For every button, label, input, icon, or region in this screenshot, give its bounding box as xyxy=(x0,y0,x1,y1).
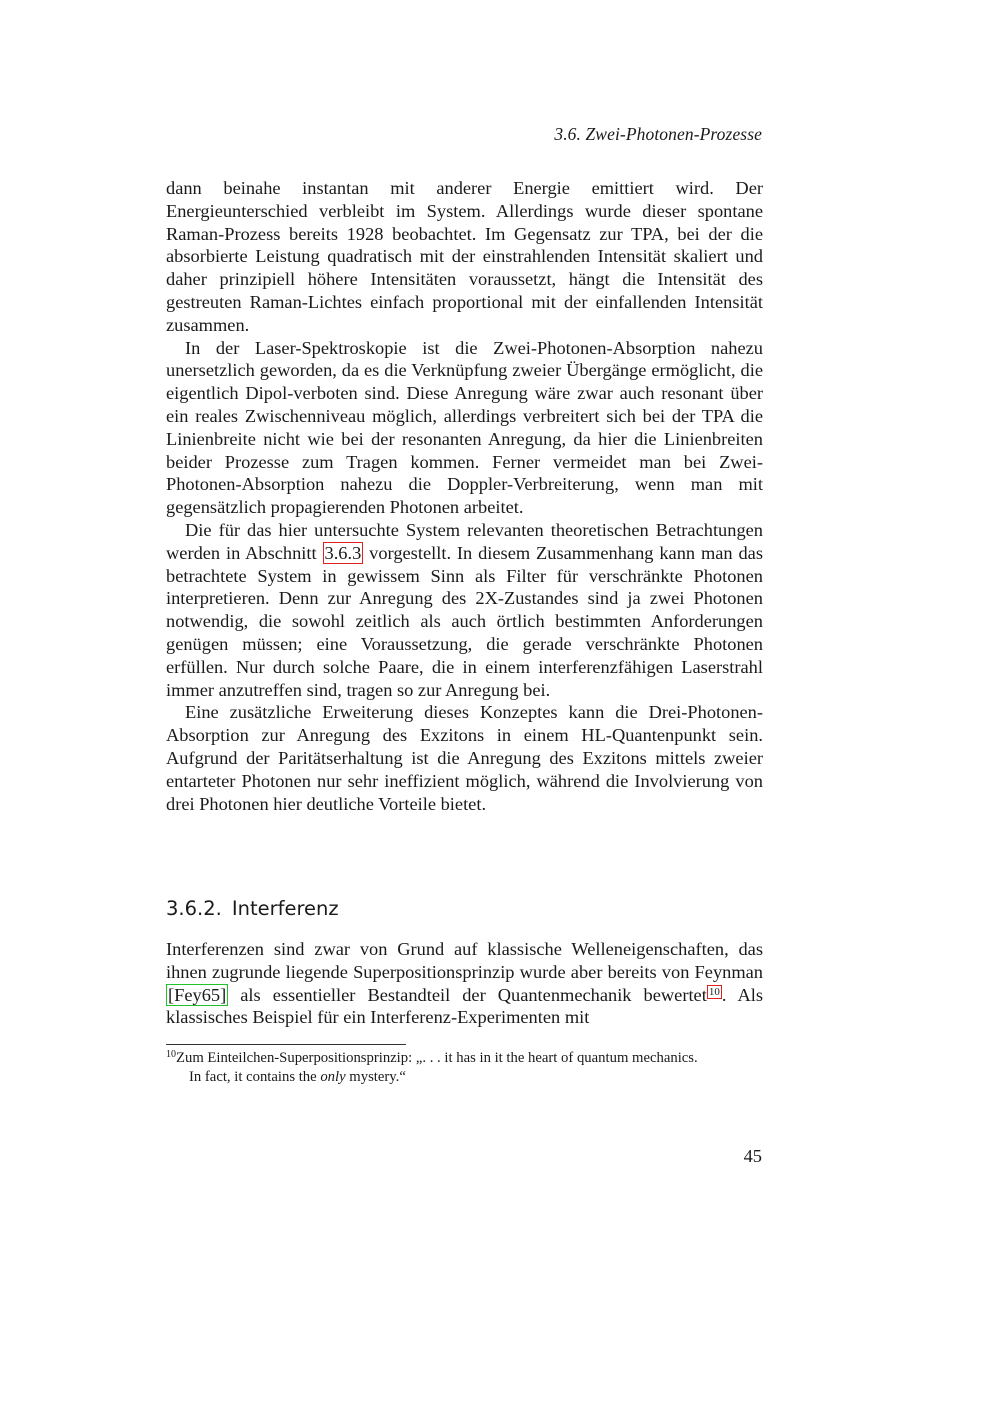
section-paragraph-text-before: Interferenzen sind zwar von Grund auf klassische Welleneigenschaften, das ihnen zugrunde liegende Superpositionsprinzip wurde aber bereits von Feynman xyxy=(166,939,763,982)
footnote-line-2-before: In fact, it contains the xyxy=(189,1069,317,1085)
section-ref-link[interactable]: 3.6.3 xyxy=(324,542,362,563)
section-number: 3.6.2. xyxy=(166,897,222,920)
section-paragraph-text-after: . Als klassisches Beispiel für ein Interferenz-Experimenten mit xyxy=(166,984,763,1028)
section-paragraph xyxy=(166,938,763,1029)
footnote-line-2 xyxy=(166,1068,766,1087)
running-head: 3.6. Zwei-Photonen-Prozesse xyxy=(554,124,762,144)
paragraph-2: In der Laser-Spektroskopie ist die Zwei-Photonen-Absorption nahezu unersetzlich geworden, da es die Verknüpfung zweier Übergänge ermöglicht, die eigentlich Dipol-verboten sind. Diese Anregung wäre zwar auch resonant über ein reales Zwischenniveau möglich, allerdings verbreitert sich bei der TPA die Linienbreite nicht wie bei der resonanten Anregung, da hier die Linienbreiten beider Prozesse zum Tragen kommen. Ferner vermeidet man bei Zwei-Photonen-Absorption nahezu die Doppler-Verbreiterung, wenn man mit gegensätzlich propagierenden Photonen arbeitet. xyxy=(166,337,763,518)
paragraph-4: Eine zusätzliche Erweiterung dieses Konzeptes kann die Drei-Photonen-Absorption zur Anregung des Exzitons in einem HL-Quantenpunkt sein. Aufgrund der Paritätserhaltung ist die Anregung des Exzitons mittels zweier entarteter Photonen nur sehr ineffizient möglich, während die Involvierung von drei Photonen hier deutliche Vorteile bietet. xyxy=(166,702,763,814)
citation-link[interactable]: [Fey65] xyxy=(168,984,227,1005)
paragraph-3-text-before: Die für das hier untersuchte System relevanten theoretischen Betrachtungen werden in Abschnitt xyxy=(166,519,763,563)
footnote xyxy=(166,1049,766,1087)
body-text xyxy=(166,177,763,815)
footnote-line-1: Zum Einteilchen-Superpositionsprinzip: „. . . it has in it the heart of quantum mechanics. xyxy=(176,1050,698,1066)
paragraph-1: dann beinahe instantan mit anderer Energie emittiert wird. Der Energieunterschied verbleibt im System. Allerdings wurde dieser spontane Raman-Prozess bereits 1928 beobachtet. Im Gegensatz zur TPA, bei der die absorbierte Leistung quadratisch mit der einstrahlenden Intensität skaliert und daher prinzipiell höhere Intensitäten voraussetzt, hängt die Intensität des gestreuten Raman-Lichtes einfach proportional mit der einfallenden Intensität zusammen. xyxy=(166,178,763,335)
section-heading xyxy=(166,897,339,920)
footnote-emphasis: only xyxy=(320,1069,346,1085)
paragraph-3 xyxy=(166,519,763,701)
footnote-divider xyxy=(166,1044,406,1045)
page-number: 45 xyxy=(743,1146,762,1166)
footnote-number: 10 xyxy=(166,1049,176,1060)
footnote-line-2-after: mystery.“ xyxy=(349,1069,406,1085)
footnote-mark-link[interactable]: 10 xyxy=(708,985,720,998)
section-paragraph-text-middle: als essentieller Bestandteil der Quantenmechanik bewertet xyxy=(240,984,707,1005)
paragraph-3-text-after: vorgestellt. In diesem Zusammenhang kann man das betrachtete System in gewissem Sinn als Filter für verschränkte Photonen interpretieren. Denn zur Anregung des 2X-Zustandes sind ja zwei Photonen notwendig, die sowohl zeitlich als auch örtlich bestimmten Anforderungen genügen müssen; eine Voraussetzung, die gerade verschränkte Photonen erfüllen. Nur durch solche Paare, die in einem interferenzfähigen Laserstrahl immer anzutreffen sind, tragen so zur Anregung bei. xyxy=(166,542,763,700)
section-body xyxy=(166,938,763,1029)
section-title: Interferenz xyxy=(231,897,339,920)
